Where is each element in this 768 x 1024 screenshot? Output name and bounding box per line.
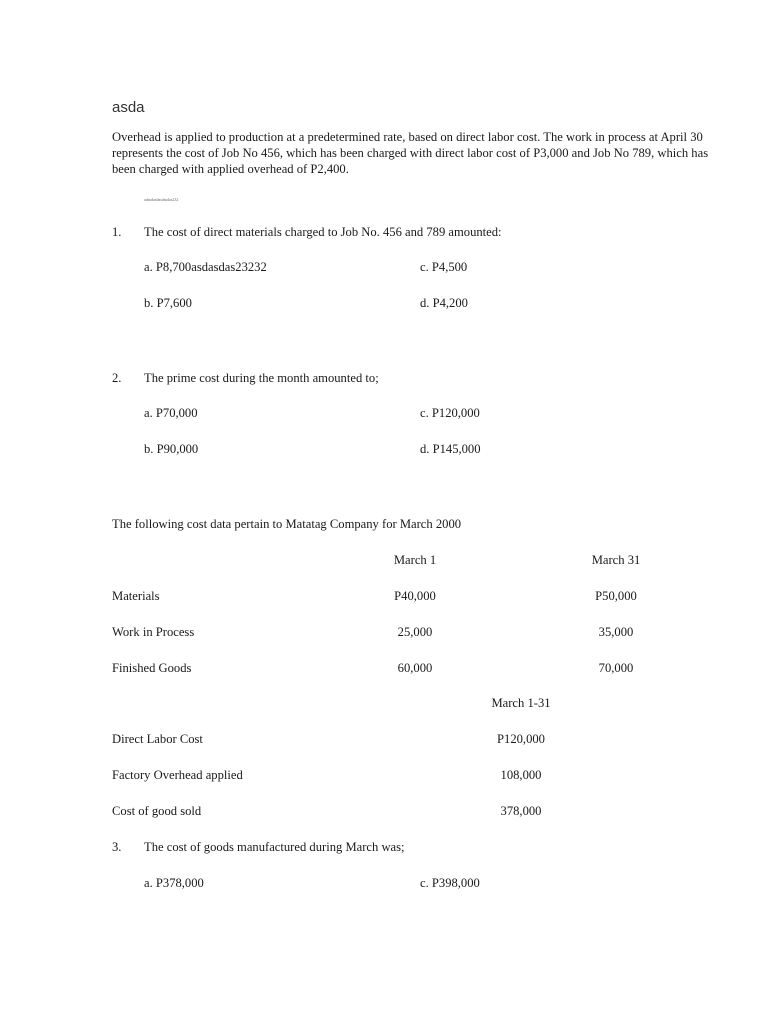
row-label-materials: Materials	[112, 589, 160, 603]
question-1-option-a: a. P8,700asdasdas23232	[144, 260, 267, 274]
work-in-process-march-1: 25,000	[397, 625, 433, 639]
question-1-option-c: c. P4,500	[420, 260, 468, 274]
materials-march-1: P40,000	[394, 589, 436, 603]
question-2-option-d: d. P145,000	[420, 442, 481, 456]
factory-overhead-value: 108,000	[500, 768, 542, 782]
question-1-option-b: b. P7,600	[144, 296, 192, 310]
finished-goods-march-1: 60,000	[397, 661, 433, 675]
cost-of-good-sold-value: 378,000	[500, 804, 542, 818]
question-3-option-a: a. P378,000	[144, 876, 204, 890]
row-label-finished-goods: Finished Goods	[112, 661, 192, 675]
question-3-option-c: c. P398,000	[420, 876, 480, 890]
question-2-number: 2.	[112, 371, 122, 385]
tiny-note: adasdasdasdasdas232	[144, 197, 179, 202]
column-header-march-1-31: March 1-31	[491, 696, 551, 710]
row-label-direct-labor-cost: Direct Labor Cost	[112, 732, 203, 746]
question-1-option-d: d. P4,200	[420, 296, 468, 310]
intro-paragraph: Overhead is applied to production at a predetermined rate, based on direct labor cost. The work in process at April 30 represents the cost of Job No 456, which has been charged with direct labor cost of P3,000 and Job No 789, which has been charged with applied overhead of P2,400.	[112, 130, 709, 176]
materials-march-31: P50,000	[595, 589, 637, 603]
work-in-process-march-31: 35,000	[598, 625, 634, 639]
question-2-option-c: c. P120,000	[420, 406, 480, 420]
row-label-work-in-process: Work in Process	[112, 625, 195, 639]
question-2-option-a: a. P70,000	[144, 406, 198, 420]
finished-goods-march-31: 70,000	[598, 661, 634, 675]
column-header-march-31: March 31	[591, 553, 641, 567]
cost-data-intro: The following cost data pertain to Matatag Company for March 2000	[112, 517, 462, 531]
question-3-number: 3.	[112, 840, 122, 854]
question-2-text: The prime cost during the month amounted to;	[144, 371, 379, 385]
question-1-text: The cost of direct materials charged to Job No. 456 and 789 amounted:	[144, 225, 502, 239]
question-1-number: 1.	[112, 225, 122, 239]
question-3-text: The cost of goods manufactured during March was;	[144, 840, 405, 854]
row-label-factory-overhead: Factory Overhead applied	[112, 768, 243, 782]
document-heading: asda	[112, 99, 145, 116]
direct-labor-cost-value: P120,000	[497, 732, 545, 746]
question-2-option-b: b. P90,000	[144, 442, 199, 456]
row-label-cost-of-good-sold: Cost of good sold	[112, 804, 202, 818]
column-header-march-1: March 1	[393, 553, 437, 567]
